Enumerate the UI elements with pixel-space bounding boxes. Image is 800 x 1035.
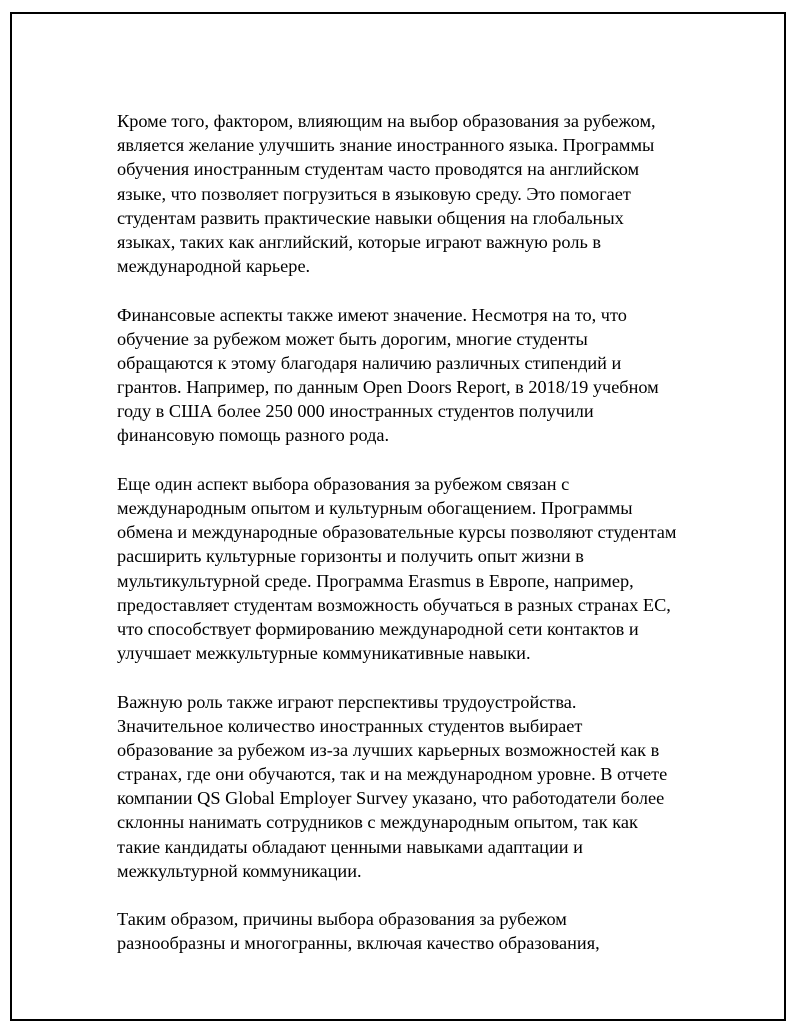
text-line: Важную роль также играют перспективы трудоустройства.	[117, 691, 577, 712]
text-line: является желание улучшить знание иностранного языка. Программы	[117, 135, 655, 156]
document-page	[10, 12, 786, 1021]
text-line: обучения иностранным студентам часто проводятся на английском	[117, 159, 640, 180]
text-line: образование за рубежом из-за лучших карьерных возможностей как в	[117, 739, 660, 760]
text-line: обучение за рубежом может быть дорогим, многие студенты	[117, 328, 588, 349]
text-line: разнообразны и многогранны, включая качество образования,	[117, 933, 600, 954]
text-line: студентам развить практические навыки общения на глобальных	[117, 207, 624, 228]
paragraph-4	[117, 690, 707, 884]
text-line: языках, таких как английский, которые играют важную роль в	[117, 231, 601, 252]
text-line: обмена и международные образовательные курсы позволяют студентам	[117, 522, 677, 543]
text-line: Финансовые аспекты также имеют значение. Несмотря на то, что	[117, 304, 627, 325]
text-line: улучшает межкультурные коммуникативные навыки.	[117, 643, 531, 664]
text-line: международной карьере.	[117, 256, 311, 277]
text-line: грантов. Например, по данным Open Doors Report, в 2018/19 учебном	[117, 377, 659, 398]
text-line: Еще один аспект выбора образования за рубежом связан с	[117, 473, 570, 494]
text-line: международным опытом и культурным обогащением. Программы	[117, 498, 633, 518]
text-line: обращаются к этому благодаря наличию различных стипендий и	[117, 352, 622, 373]
text-line: Значительное количество иностранных студентов выбирает	[117, 715, 583, 736]
text-line: финансовую помощь разного рода.	[117, 425, 390, 446]
text-line: компании QS Global Employer Survey указано, что работодатели более	[117, 788, 665, 809]
text-line: языке, что позволяет погрузиться в языковую среду. Это помогает	[117, 183, 631, 204]
text-line: году в США более 250 000 иностранных студентов получили	[117, 401, 594, 422]
paragraph-3	[117, 472, 707, 666]
document-body	[117, 109, 707, 956]
text-line: странах, где они обучаются, так и на международном уровне. В отчете	[117, 764, 668, 785]
text-line: мультикультурной среде. Программа Erasmus в Европе, например,	[117, 570, 634, 591]
paragraph-2	[117, 303, 707, 448]
text-line: такие кандидаты обладают ценными навыками адаптации и	[117, 836, 583, 857]
text-line: межкультурной коммуникации.	[117, 860, 362, 881]
text-line: расширить культурные горизонты и получить опыт жизни в	[117, 546, 584, 567]
text-line: Кроме того, фактором, влияющим на выбор образования за рубежом,	[117, 111, 656, 131]
paragraph-5	[117, 907, 707, 955]
text-line: Таким образом, причины выбора образования за рубежом	[117, 909, 567, 930]
paragraph-1	[117, 109, 707, 278]
text-line: предоставляет студентам возможность обучаться в разных странах ЕС,	[117, 594, 671, 615]
text-line: склонны нанимать сотрудников с международным опытом, так как	[117, 812, 638, 833]
text-line: что способствует формированию международной сети контактов и	[117, 618, 639, 639]
